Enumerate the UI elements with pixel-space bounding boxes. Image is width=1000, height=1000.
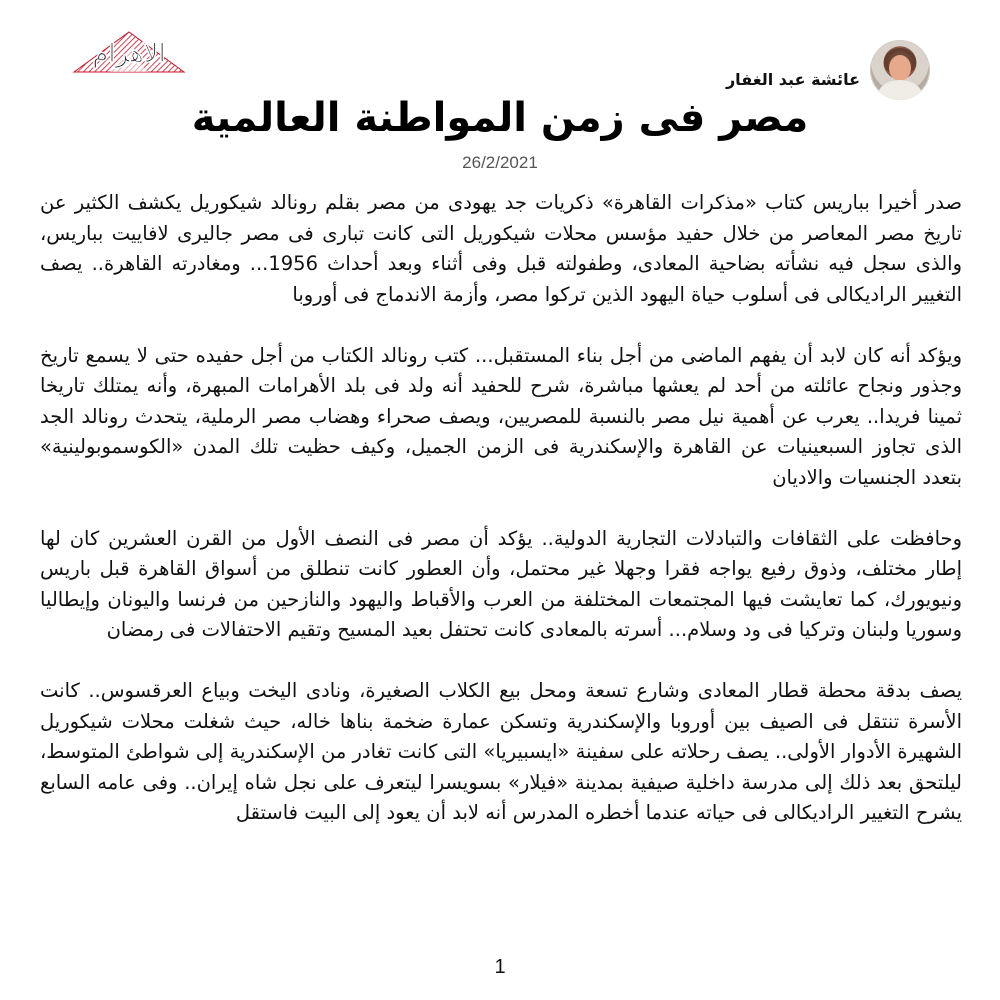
article-paragraph-2: ويؤكد أنه كان لابد أن يفهم الماضى من أجل بناء المستقبل... كتب رونالد الكتاب من أجل حفيده حتى لا يسمع تاريخ وجذور ونجاح عائلته من أحد لم يعشها مباشرة، شرح للحفيد أنه ولد فى بلد الأهرامات المبهرة، وأنه يمتلك تاريخا ثمينا فريدا.. يعرب عن أهمية نيل مصر بالنسبة للمصريين، ويصف صحراء وهضاب مصر الرملية، يتحدث رونالد الجد الذى تجاوز السبعينيات عن القاهرة والإسكندرية فى الزمن الجميل، وكيف حظيت تلك المدن «الكوسموبولينية» بتعدد الجنسيات والاديان [40, 343, 962, 489]
page-number: 1 [494, 956, 506, 978]
al-ahram-logo-icon [70, 28, 188, 74]
al-ahram-logo-graphic [70, 28, 188, 74]
article-paragraph-1: صدر أخيرا بباريس كتاب «مذكرات القاهرة» ذكريات جد يهودى من مصر بقلم رونالد شيكوريل يكشف الكثير عن تاريخ مصر المعاصر من خلال حفيد مؤسس محلات شيكوريل التى كانت تبارى فى مصر جاليرى لافاييت بباريس، والذى سجل فيه نشأته بضاحية المعادى، وطفولته قبل وفى أثناء وبعد أحداث 1956... ومغادرته القاهرة.. يصف التغيير الراديكالى فى أسلوب حياة اليهود الذين تركوا مصر، وأزمة الاندماج فى أوروبا [40, 191, 962, 306]
author-name: عائشة عبد الغفار [725, 69, 860, 89]
article-body [40, 188, 962, 859]
article-date: 26/2/2021 [462, 153, 538, 172]
article-paragraph-4: يصف بدقة محطة قطار المعادى وشارع تسعة ومحل بيع الكلاب الصغيرة، ونادى اليخت وبياع العرقسوس.. كانت الأسرة تنتقل فى الصيف بين أوروبا والإسكندرية وتسكن عمارة ضخمة بناها خاله، حيث شغلت محلات شيكوريل الشهيرة الأدوار الأولى.. يصف رحلاته على سفينة «ايسبيريا» التى كانت تغادر من الإسكندرية إلى شواطئ المتوسط، ليلتحق بعد ذلك إلى مدرسة داخلية صيفية بمدينة «فيلار» بسويسرا ليتعرف على نجل شاه إيران.. وفى عامه السابع يشرح التغيير الراديكالى فى حياته عندما أخطره المدرس أنه لابد أن يعود إلى البيت فاستقل [40, 679, 962, 824]
article-paragraph-3: وحافظت على الثقافات والتبادلات التجارية الدولية.. يؤكد أن مصر فى النصف الأول من القرن العشرين كان لها إطار مختلف، وذوق رفيع يواجه فقرا وجهلا غير محتمل، وأن العطور كانت تنطلق من أسواق القاهرة قبل باريس ونيويورك، كما تعايشت فيها المجتمعات المختلفة من العرب والأقباط واليهود والنازحين من فرنسا واليونان وإيطاليا وسوريا ولبنان وتركيا فى ود وسلام... أسرته بالمعادى كانت تحتفل بعيد المسيح وتقيم الاحتفالات فى رمضان [40, 526, 962, 641]
logo-text: الأهرام [92, 39, 166, 69]
article-title: مصر فى زمن المواطنة العالمية [191, 95, 809, 141]
